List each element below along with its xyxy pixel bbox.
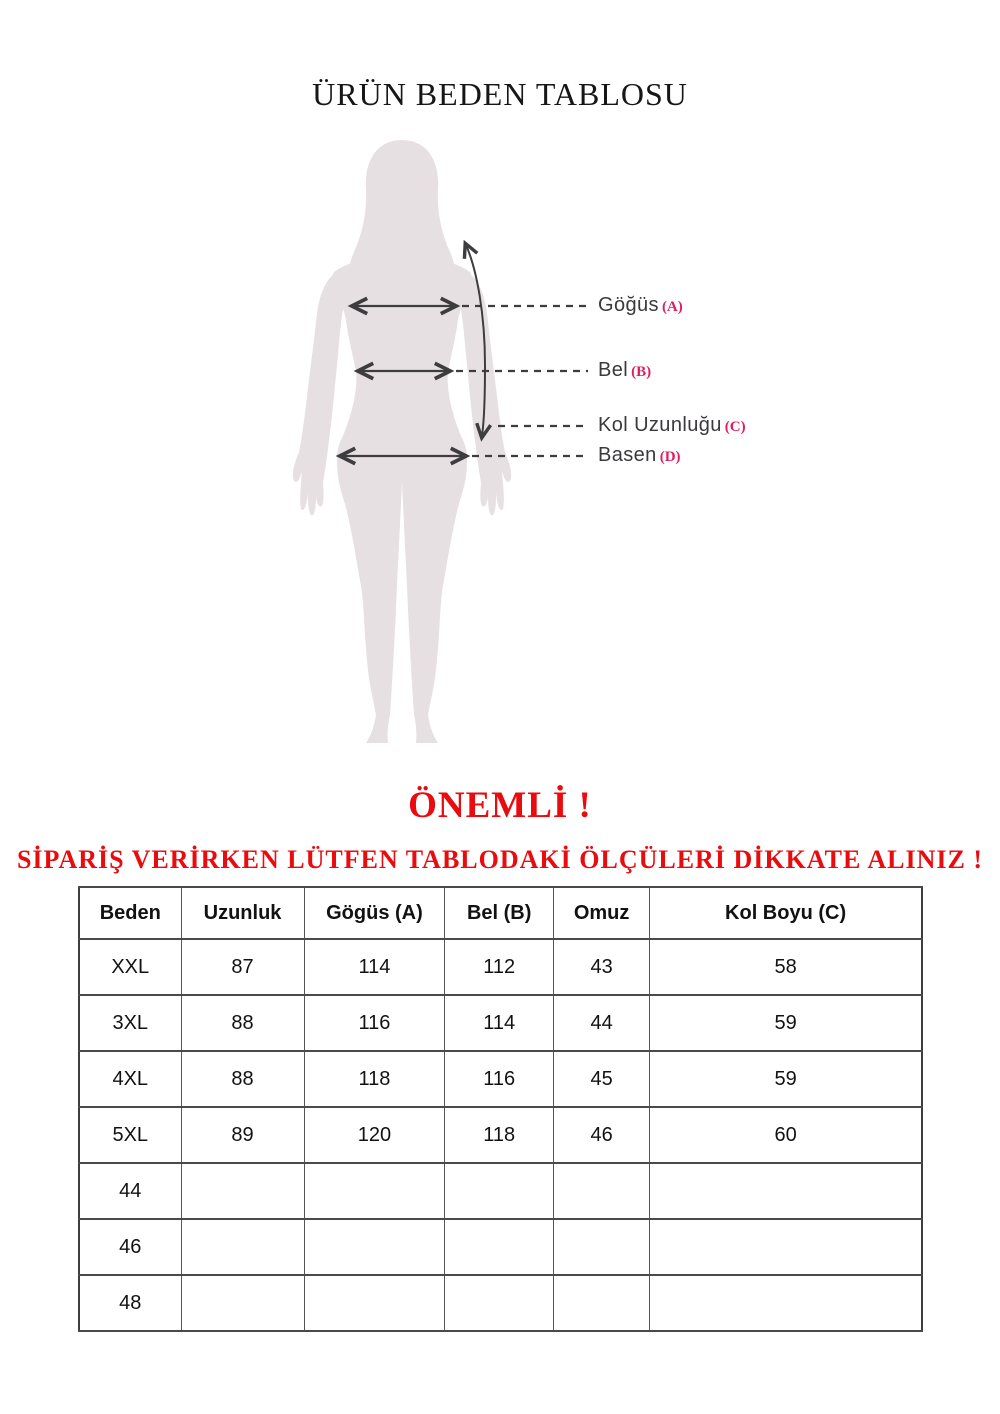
warning-subheading: SİPARİŞ VERİRKEN LÜTFEN TABLODAKİ ÖLÇÜLERİ DİKKATE ALINIZ ! [16, 845, 984, 874]
table-cell: 58 [650, 939, 922, 995]
label-waist-code: (B) [631, 364, 652, 380]
table-cell [181, 1219, 304, 1275]
column-header: Kol Boyu (C) [650, 887, 922, 939]
table-row [79, 1107, 922, 1163]
table-cell [554, 1275, 650, 1331]
column-header: Bel (B) [445, 887, 554, 939]
table-cell [445, 1163, 554, 1219]
table-cell: 116 [304, 995, 445, 1051]
table-cell: 118 [445, 1107, 554, 1163]
table-cell: XXL [79, 939, 181, 995]
table-cell [181, 1275, 304, 1331]
label-waist-text: Bel [598, 359, 629, 381]
table-cell: 3XL [79, 995, 181, 1051]
silhouette-body [332, 222, 472, 743]
table-cell [650, 1275, 922, 1331]
table-cell: 88 [181, 995, 304, 1051]
warning-heading: ÖNEMLİ ! [408, 785, 592, 826]
table-cell [304, 1219, 445, 1275]
label-hip-text: Basen [598, 444, 657, 466]
table-cell: 87 [181, 939, 304, 995]
table-cell [554, 1163, 650, 1219]
table-cell [304, 1163, 445, 1219]
table-cell: 44 [79, 1163, 181, 1219]
size-table [78, 886, 923, 1332]
table-row [79, 939, 922, 995]
table-cell: 43 [554, 939, 650, 995]
table-cell: 112 [445, 939, 554, 995]
table-cell: 114 [304, 939, 445, 995]
table-cell: 120 [304, 1107, 445, 1163]
table-cell [445, 1219, 554, 1275]
label-chest-code: (A) [661, 299, 683, 315]
table-cell: 59 [650, 1051, 922, 1107]
label-arm-length [598, 414, 746, 437]
table-cell: 5XL [79, 1107, 181, 1163]
table-cell: 46 [554, 1107, 650, 1163]
label-hip-code: (D) [659, 449, 681, 465]
table-row [79, 1219, 922, 1275]
table-cell: 60 [650, 1107, 922, 1163]
label-hip [598, 444, 681, 467]
table-cell [650, 1163, 922, 1219]
label-arm-length-code: (C) [724, 419, 746, 435]
label-arm-length-text: Kol Uzunluğu [598, 414, 722, 436]
table-row [79, 995, 922, 1051]
table-row [79, 1275, 922, 1331]
table-cell: 89 [181, 1107, 304, 1163]
label-chest-text: Göğüs [598, 294, 659, 316]
label-waist [598, 359, 651, 382]
table-cell: 4XL [79, 1051, 181, 1107]
table-cell: 59 [650, 995, 922, 1051]
column-header: Gögüs (A) [304, 887, 445, 939]
table-cell: 44 [554, 995, 650, 1051]
table-cell [650, 1219, 922, 1275]
table-cell: 48 [79, 1275, 181, 1331]
table-cell [554, 1219, 650, 1275]
table-cell [181, 1163, 304, 1219]
column-header: Omuz [554, 887, 650, 939]
table-cell [304, 1275, 445, 1331]
column-header: Beden [79, 887, 181, 939]
size-table-header-row [79, 887, 922, 939]
table-cell: 88 [181, 1051, 304, 1107]
table-cell: 114 [445, 995, 554, 1051]
table-cell: 46 [79, 1219, 181, 1275]
table-row [79, 1163, 922, 1219]
silhouette-left-arm [293, 274, 346, 515]
page-title: ÜRÜN BEDEN TABLOSU [312, 76, 688, 112]
table-row [79, 1051, 922, 1107]
table-cell: 45 [554, 1051, 650, 1107]
table-cell: 118 [304, 1051, 445, 1107]
table-cell: 116 [445, 1051, 554, 1107]
column-header: Uzunluk [181, 887, 304, 939]
label-chest [598, 294, 683, 317]
table-cell [445, 1275, 554, 1331]
